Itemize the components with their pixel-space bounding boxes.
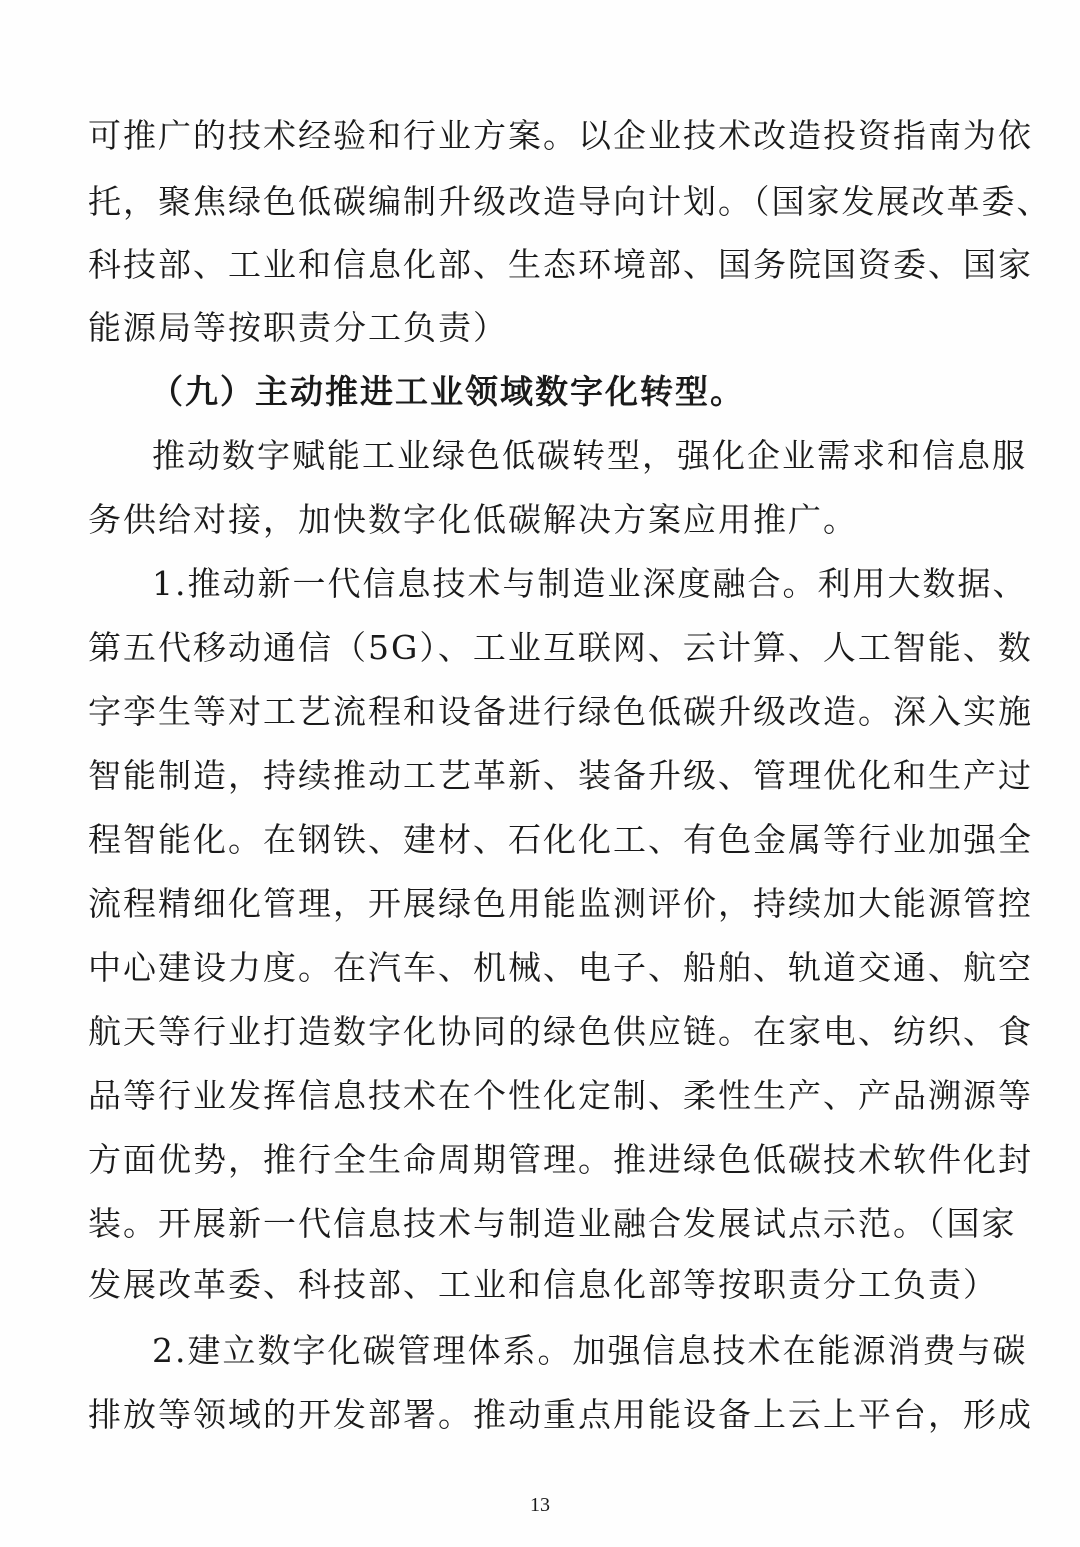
text-line: 品等行业发挥信息技术在个性化定制、柔性生产、产品溯源等 [88,1076,1033,1115]
page-number: 13 [530,1494,550,1516]
text-line: 字孪生等对工艺流程和设备进行绿色低碳升级改造。深入实施 [88,692,1033,731]
section-heading: （九）主动推进工业领域数字化转型。 [150,372,745,411]
text-line: 流程精细化管理，开展绿色用能监测评价，持续加大能源管控 [88,884,1033,923]
text-line: 排放等领域的开发部署。推动重点用能设备上云上平台，形成 [88,1395,1033,1434]
text-line: 航天等行业打造数字化协同的绿色供应链。在家电、纺织、食 [88,1012,1033,1051]
text-line: 托，聚焦绿色低碳编制升级改造导向计划。（国家发展改革委、 [88,182,1052,221]
text-line: 第五代移动通信（5G）、工业互联网、云计算、人工智能、数 [88,628,1033,667]
text-line: 中心建设力度。在汽车、机械、电子、船舶、轨道交通、航空 [88,948,1033,987]
text-line: 程智能化。在钢铁、建材、石化化工、有色金属等行业加强全 [88,820,1033,859]
text-line: 可推广的技术经验和行业方案。以企业技术改造投资指南为依 [88,116,1033,155]
text-line: 务供给对接，加快数字化低碳解决方案应用推广。 [88,500,858,539]
text-line: 1.推动新一代信息技术与制造业深度融合。利用大数据、 [152,564,1028,603]
text-line: 科技部、工业和信息化部、生态环境部、国务院国资委、国家 [88,245,1033,284]
text-line: 能源局等按职责分工负责） [88,308,508,347]
text-line: 方面优势，推行全生命周期管理。推进绿色低碳技术软件化封 [88,1140,1033,1179]
text-line: 发展改革委、科技部、工业和信息化部等按职责分工负责） [88,1265,998,1304]
text-line: 推动数字赋能工业绿色低碳转型，强化企业需求和信息服 [152,436,1027,475]
text-line: 装。开展新一代信息技术与制造业融合发展试点示范。（国家 [88,1204,1017,1243]
text-line: 智能制造，持续推动工艺革新、装备升级、管理优化和生产过 [88,756,1033,795]
text-line: 2.建立数字化碳管理体系。加强信息技术在能源消费与碳 [152,1331,1028,1370]
